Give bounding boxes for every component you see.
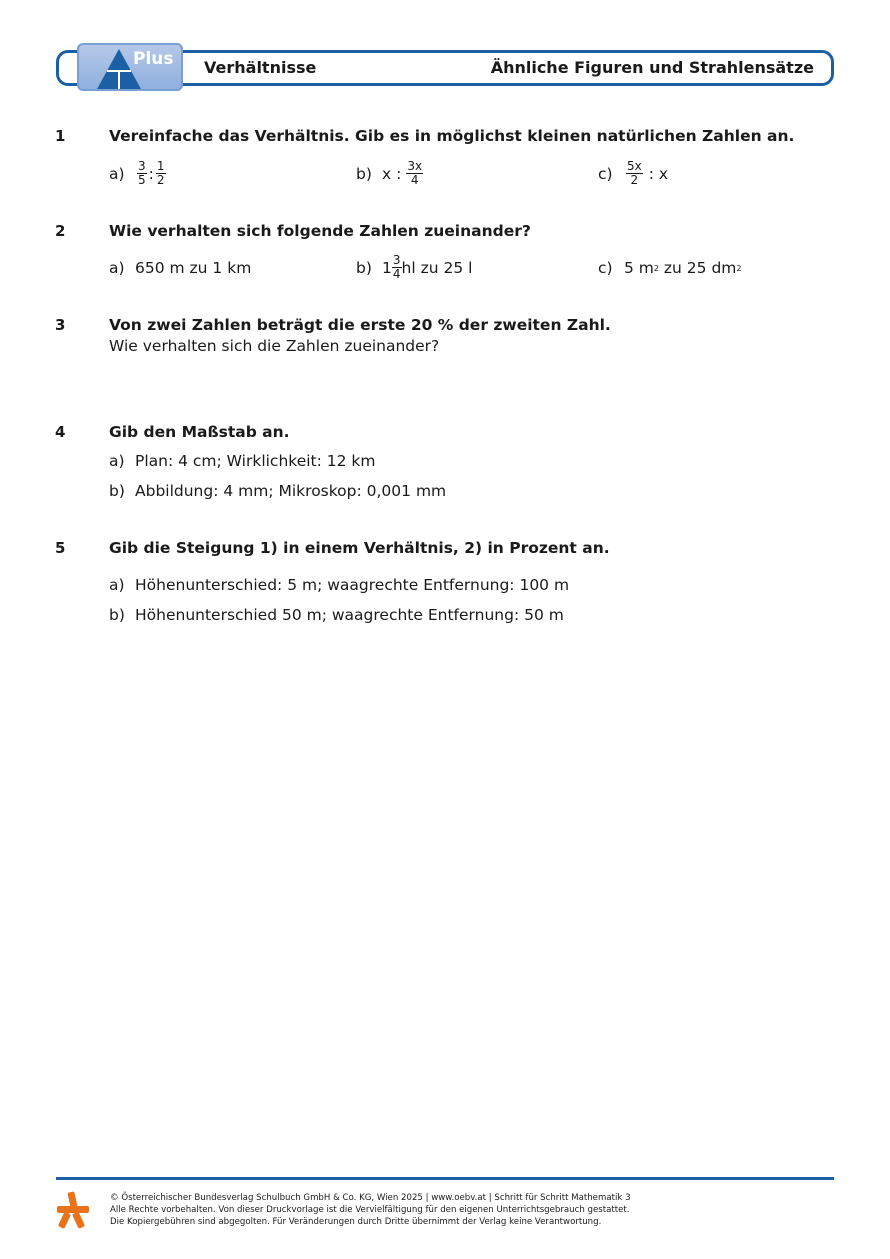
item-label: c) <box>598 164 613 183</box>
fraction <box>626 160 643 187</box>
item-label: a) <box>109 452 125 470</box>
fraction <box>137 160 147 187</box>
denominator: 4 <box>410 173 419 187</box>
fraction <box>156 160 166 187</box>
task-number: 2 <box>55 222 66 240</box>
superscript: 2 <box>736 263 742 273</box>
logo-text: Plus <box>133 49 174 69</box>
footer-line-3: Die Kopiergebühren sind abgegolten. Für Veränderungen durch Dritte übernimmt der Verlag keine Verantwortung. <box>110 1217 602 1227</box>
fraction <box>392 254 402 281</box>
header-title-left: Verhältnisse <box>204 58 317 77</box>
task-1b <box>356 160 425 187</box>
numerator: 3 <box>392 253 401 267</box>
task-number: 5 <box>55 539 66 557</box>
header-title-right: Ähnliche Figuren und Strahlensätze <box>490 58 814 77</box>
item-label: b) <box>356 164 372 183</box>
task-question: Gib den Maßstab an. <box>109 423 290 441</box>
numerator: 5x <box>627 159 642 173</box>
item-label: c) <box>598 259 613 277</box>
numerator: 3 <box>138 159 146 173</box>
item-text: Abbildung: 4 mm; Mikroskop: 0,001 mm <box>135 482 447 500</box>
task-5a <box>109 576 569 594</box>
superscript: 2 <box>653 263 659 273</box>
task-1c <box>598 160 668 187</box>
task-question: Gib die Steigung 1) in einem Verhältnis, 2) in Prozent an. <box>109 539 610 557</box>
item-text: 650 m zu 1 km <box>135 259 252 277</box>
task-5b <box>109 606 564 624</box>
task-2c <box>598 259 741 277</box>
task-2a <box>109 259 251 277</box>
item-label: b) <box>356 258 372 277</box>
denominator: 2 <box>630 173 639 187</box>
task-question-line2: Wie verhalten sich die Zahlen zueinander? <box>109 337 440 355</box>
task-question: Von zwei Zahlen beträgt die erste 20 % der zweiten Zahl. <box>109 316 611 334</box>
item-text: Plan: 4 cm; Wirklichkeit: 12 km <box>135 452 376 470</box>
fraction <box>406 160 423 187</box>
item-text: 5 m <box>624 259 654 277</box>
task-1a <box>109 160 168 187</box>
task-number: 1 <box>55 127 66 145</box>
item-text: hl zu 25 l <box>401 258 473 277</box>
colon: : <box>148 164 154 183</box>
denominator: 4 <box>392 267 401 281</box>
item-label: b) <box>109 482 125 500</box>
item-label: b) <box>109 606 125 624</box>
publisher-logo-icon <box>55 1190 91 1230</box>
item-label: a) <box>109 259 125 277</box>
task-question: Vereinfache das Verhältnis. Gib es in möglichst kleinen natürlichen Zahlen an. <box>109 127 795 145</box>
denominator: 2 <box>156 173 165 187</box>
item-label: a) <box>109 164 125 183</box>
mixed-number-whole: 1 <box>382 258 392 277</box>
footer-line-2: Alle Rechte vorbehalten. Von dieser Druckvorlage ist die Vervielfältigung für den eigenen Unterrichtsgebrauch gestattet. <box>110 1205 630 1215</box>
task-4b <box>109 482 446 500</box>
footer-line-1: © Österreichischer Bundesverlag Schulbuch GmbH & Co. KG, Wien 2025 | www.oebv.at | Schritt für Schritt Mathematik 3 <box>110 1193 631 1203</box>
numerator: 3x <box>407 159 423 173</box>
expression-text: x : <box>382 164 402 183</box>
task-question: Wie verhalten sich folgende Zahlen zueinander? <box>109 222 531 240</box>
task-number: 3 <box>55 316 66 334</box>
task-number: 4 <box>55 423 66 441</box>
footer-copyright <box>110 1192 631 1228</box>
item-text: zu 25 dm <box>658 259 737 277</box>
item-text: Höhenunterschied 50 m; waagrechte Entfernung: 50 m <box>135 606 564 624</box>
footer-divider <box>56 1177 834 1180</box>
item-text: Höhenunterschied: 5 m; waagrechte Entfernung: 100 m <box>135 576 570 594</box>
item-label: a) <box>109 576 125 594</box>
numerator: 1 <box>156 159 165 173</box>
denominator: 5 <box>138 173 146 187</box>
expression-text: : x <box>648 164 669 183</box>
task-2b <box>356 254 472 281</box>
task-4a <box>109 452 376 470</box>
plus-logo <box>77 43 183 91</box>
